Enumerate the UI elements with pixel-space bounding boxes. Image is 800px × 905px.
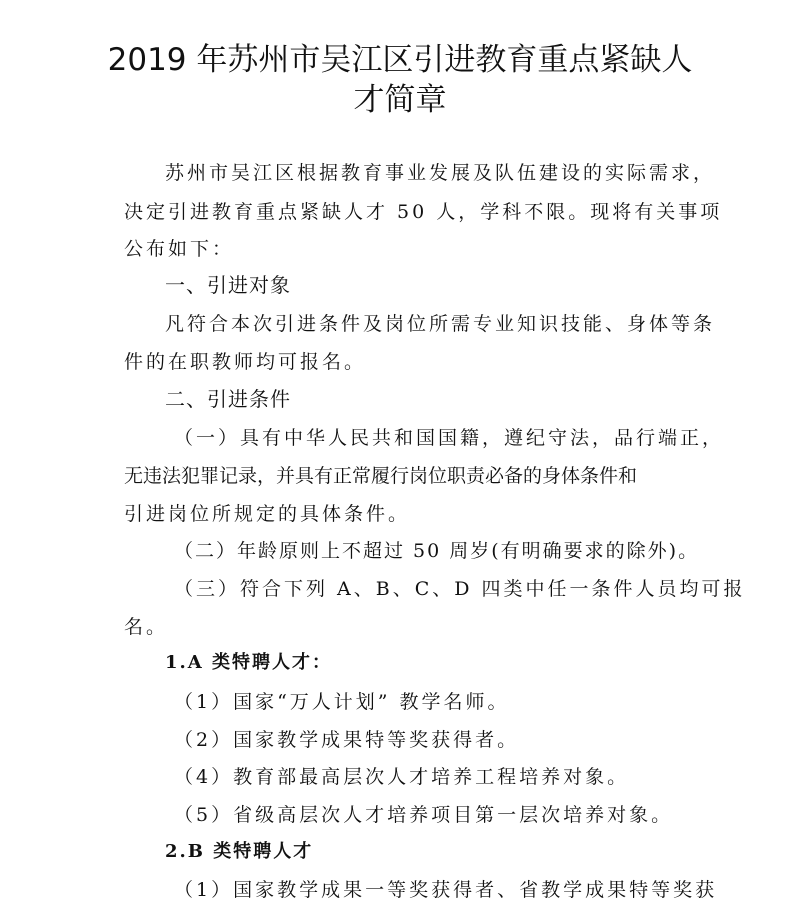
class-a-item: （1）国家“万人计划” 教学名师。 — [174, 691, 510, 713]
section-1-line-1: 凡符合本次引进条件及岗位所需专业知识技能、身体等条 — [165, 313, 716, 335]
intro-line-2: 决定引进教育重点紧缺人才 50 人，学科不限。现将有关事项 — [124, 201, 723, 223]
intro-line-1: 苏州市吴江区根据教育事业发展及队伍建设的实际需求， — [165, 162, 716, 184]
class-b-item: （1）国家教学成果一等奖获得者、省教学成果特等奖获 — [174, 879, 718, 901]
class-a-item: （2）国家教学成果特等奖获得者。 — [174, 729, 520, 751]
class-a-item: （4）教育部最高层次人才培养工程培养对象。 — [174, 766, 630, 788]
condition-3-line-2: 名。 — [124, 616, 169, 638]
condition-1-line-3: 引进岗位所规定的具体条件。 — [124, 503, 411, 525]
class-b-heading: 2.B 类特聘人才 — [165, 841, 314, 862]
condition-3-line-1: （三）符合下列 A、B、C、D 四类中任一条件人员均可报 — [174, 578, 746, 600]
condition-1-line-2: 无违法犯罪记录，并具有正常履行岗位职责必备的身体条件和 — [124, 465, 638, 487]
condition-1-line-1: （一）具有中华人民共和国国籍，遵纪守法，品行端正， — [174, 427, 725, 449]
document-title-line-1: 2019 年苏州市吴江区引进教育重点紧缺人 — [107, 42, 693, 78]
condition-2: （二）年龄原则上不超过 50 周岁(有明确要求的除外)。 — [174, 540, 700, 562]
class-a-item: （5）省级高层次人才培养项目第一层次培养对象。 — [174, 804, 674, 826]
class-a-heading: 1.A 类特聘人才： — [165, 652, 333, 673]
section-1-line-2: 件的在职教师均可报名。 — [124, 351, 367, 373]
intro-line-3: 公布如下： — [124, 238, 235, 260]
section-2-heading: 二、引进条件 — [165, 387, 291, 411]
document-title-line-2: 才简章 — [353, 82, 447, 118]
section-1-heading: 一、引进对象 — [165, 273, 291, 297]
